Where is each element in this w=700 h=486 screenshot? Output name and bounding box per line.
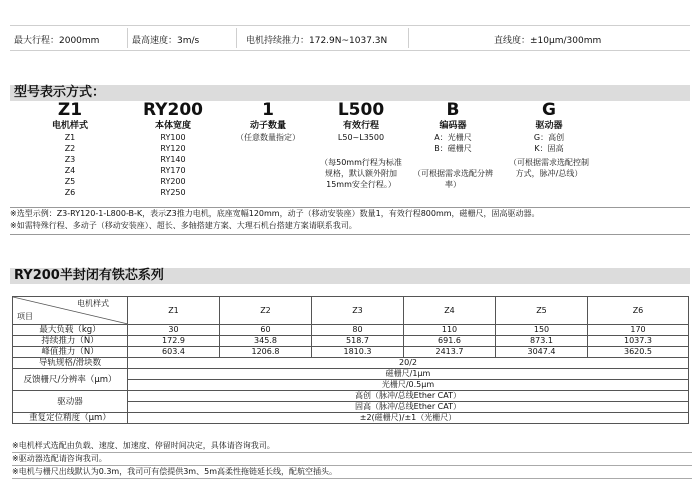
table-cell: 1810.3: [312, 347, 404, 358]
table-row: [13, 358, 689, 369]
model-option: （任意数量指定）: [236, 133, 300, 142]
note-line: ※电机与栅尺出线默认为0.3m，我司可有偿提供3m、5m高柔性拖链延长线，配航空插头。: [12, 466, 692, 479]
table-cell: ±2(磁栅尺)/±1（光栅尺）: [128, 413, 689, 424]
table-cell: 30: [128, 325, 220, 336]
header-motor: 电机样式: [77, 299, 109, 308]
table-cell: 873.1: [496, 336, 588, 347]
row-label: 最大负载（kg）: [13, 325, 128, 336]
model-col-width: [138, 100, 208, 198]
note-line: ※驱动器选配请咨询我司。: [12, 453, 692, 466]
model-code: 1: [262, 100, 274, 120]
model-code: G: [542, 100, 556, 120]
table-row: [13, 347, 689, 358]
model-option: Z2: [64, 144, 76, 153]
spec-straightness: 直线度：±10μm/300mm: [494, 36, 602, 46]
model-option: Z5: [64, 177, 76, 186]
model-option: RY200: [160, 177, 186, 186]
model-option: Z4: [64, 166, 76, 175]
spec-max-stroke: 最大行程：2000mm: [14, 36, 100, 46]
model-label: 电机样式: [51, 121, 88, 131]
model-code: Z1: [57, 100, 83, 120]
model-note: （每50mm行程为标准规格，默认额外附加15mm安全行程。）: [320, 158, 402, 189]
model-option: Z1: [64, 133, 76, 142]
spec-table: [12, 296, 689, 424]
table-cell: 20/2: [128, 358, 689, 369]
model-header: Z4: [404, 297, 496, 325]
table-cell: 1206.8: [220, 347, 312, 358]
table-cell: 1037.3: [588, 336, 689, 347]
model-code: RY200: [143, 100, 203, 120]
model-option: Z3: [64, 155, 76, 164]
model-option: Z6: [64, 188, 76, 197]
model-code: B: [446, 100, 460, 120]
table-row: [13, 336, 689, 347]
row-label: 峰值推力（N）: [13, 347, 128, 358]
table-cell: 3047.4: [496, 347, 588, 358]
table-cell: 170: [588, 325, 689, 336]
table-cell: 603.4: [128, 347, 220, 358]
model-option: RY140: [160, 155, 186, 164]
model-section-bar: [10, 85, 690, 101]
model-label: 动子数量: [249, 121, 286, 131]
model-option: RY170: [160, 166, 186, 175]
note-line: ※如需特殊行程、多动子（移动安装座）、超长、多轴搭建方案、大理石机台搭建方案请联系我司。: [10, 221, 357, 230]
model-option: RY250: [160, 188, 186, 197]
model-note: （可根据需求选配控制方式，脉冲/总线）: [509, 158, 589, 178]
spec-continuous-force: 电机持续推力：172.9N~1037.3N: [246, 36, 388, 46]
row-label: 持续推力（N）: [13, 336, 128, 347]
model-header: Z3: [312, 297, 404, 325]
model-col-motor: [40, 100, 100, 198]
table-cell: 172.9: [128, 336, 220, 347]
note-line: ※电机样式选配由负载、速度、加速度、停留时间决定，具体请咨询我司。: [12, 440, 692, 453]
note-line: ※选型示例：Z3-RY120-1-L800-B-K，表示Z3推力电机，底座宽幅120mm，动子（移动安装座）数量1，有效行程800mm，磁栅尺，固高驱动器。: [10, 209, 540, 218]
model-code: L500: [337, 100, 385, 120]
table-cell: 高创（脉冲/总线Ether CAT）: [128, 391, 689, 402]
model-col-driver: [508, 100, 590, 179]
table-row: [13, 369, 689, 380]
table-cell: 3620.5: [588, 347, 689, 358]
row-label: 反馈栅尺/分辨率（μm）: [13, 369, 128, 391]
model-label: 驱动器: [535, 121, 563, 131]
model-option: A：光栅尺: [434, 133, 472, 142]
table-cell: 518.7: [312, 336, 404, 347]
table-cell: 固高（脉冲/总线Ether CAT）: [128, 402, 689, 413]
model-label: 本体宽度: [154, 121, 191, 131]
table-row: [13, 413, 689, 424]
model-label: 有效行程: [342, 121, 379, 131]
table-cell: 磁栅尺/1μm: [128, 369, 689, 380]
table-cell: 150: [496, 325, 588, 336]
table-cell: 80: [312, 325, 404, 336]
spec-bar: [10, 25, 690, 51]
row-label: 导轨规格/滑块数: [13, 358, 128, 369]
model-option: L50~L3500: [337, 133, 385, 142]
model-header: Z6: [588, 297, 689, 325]
model-notes: [10, 207, 690, 235]
spec-max-speed: 最高速度：3m/s: [132, 36, 200, 46]
table-corner-header: [13, 297, 128, 325]
table-row: [13, 325, 689, 336]
series-notes: [12, 440, 692, 479]
model-note: （可根据需求选配分辨率）: [413, 169, 493, 189]
model-label: 编码器: [439, 121, 467, 131]
row-label: 驱动器: [13, 391, 128, 413]
model-col-mover-count: [228, 100, 308, 143]
header-item: 项目: [17, 312, 33, 321]
model-option: RY100: [160, 133, 186, 142]
model-option: B：磁栅尺: [434, 144, 472, 153]
model-option: G：高创: [533, 133, 565, 142]
model-header: Z1: [128, 297, 220, 325]
row-label: 重复定位精度（μm）: [13, 413, 128, 424]
model-option: RY120: [160, 144, 186, 153]
model-section-title: 型号表示方式：: [14, 85, 106, 100]
model-col-encoder: [412, 100, 494, 190]
table-cell: 光栅尺/0.5μm: [128, 380, 689, 391]
table-cell: 2413.7: [404, 347, 496, 358]
model-header: Z5: [496, 297, 588, 325]
series-section-title: RY200半封闭有铁芯系列: [14, 268, 164, 283]
table-cell: 110: [404, 325, 496, 336]
table-row: [13, 391, 689, 402]
table-cell: 60: [220, 325, 312, 336]
table-cell: 345.8: [220, 336, 312, 347]
model-header: Z2: [220, 297, 312, 325]
table-cell: 691.6: [404, 336, 496, 347]
model-option: K：固高: [534, 144, 564, 153]
model-col-stroke: [318, 100, 404, 190]
